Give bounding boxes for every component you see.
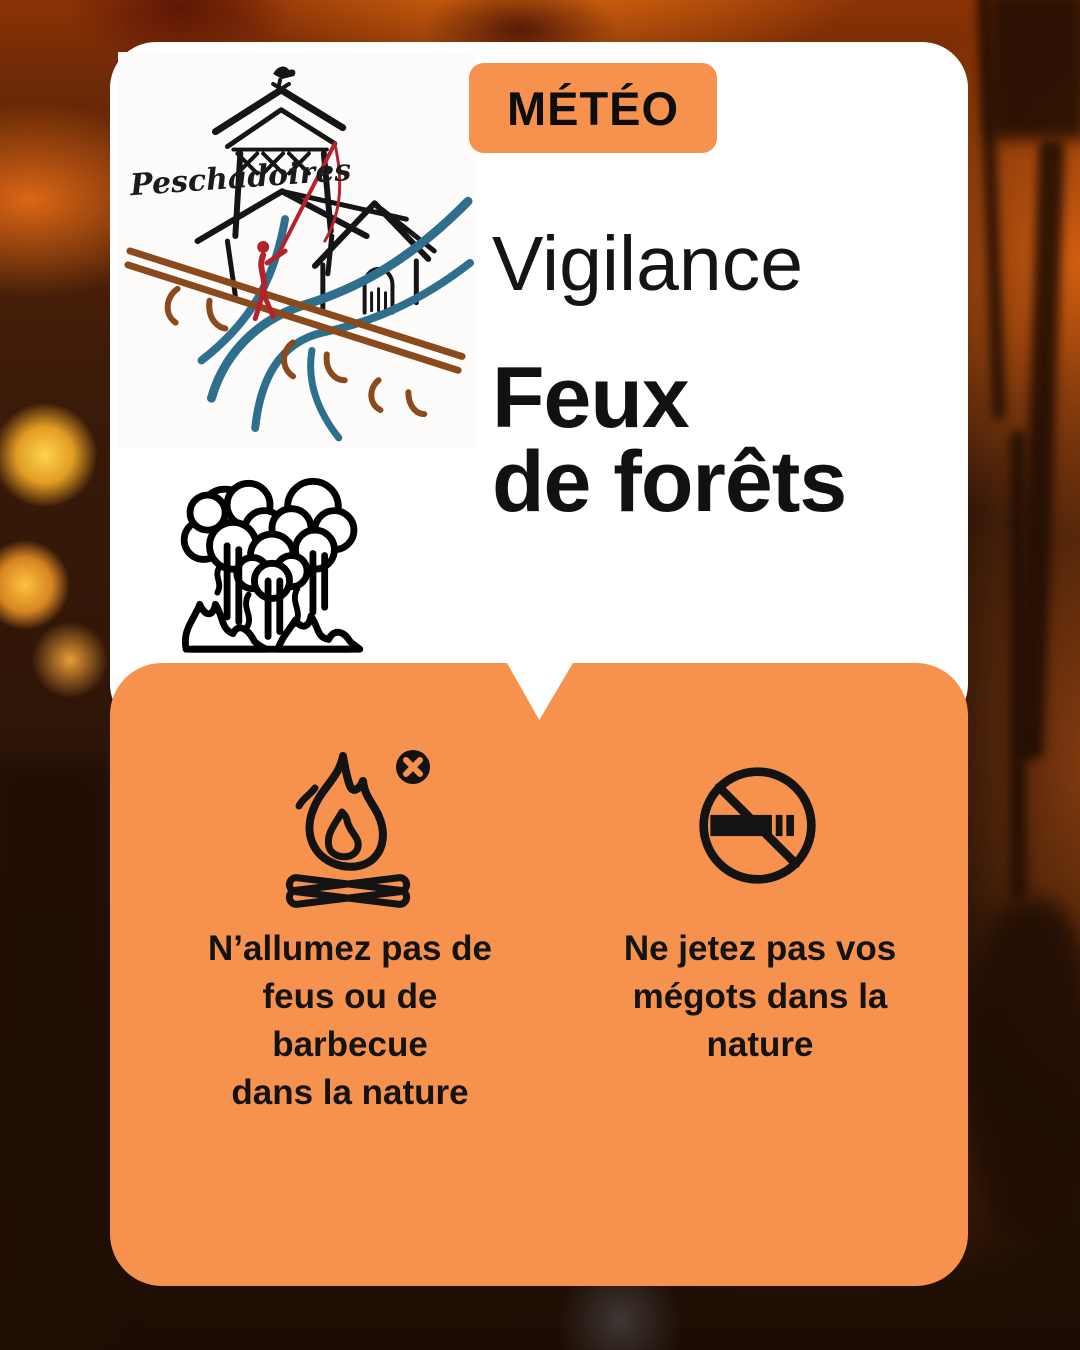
meteo-badge	[469, 63, 717, 153]
warning-line: mégots dans la	[632, 977, 888, 1016]
peschadoires-emblem-drawing	[118, 52, 476, 445]
warning-line: feus ou de	[262, 977, 438, 1016]
meteo-badge-label: MÉTÉO	[506, 81, 680, 135]
branch-silhouette	[988, 0, 1080, 140]
tree-silhouette	[1010, 430, 1026, 900]
warning-line: N’allumez pas de	[208, 929, 492, 968]
title-heading	[492, 350, 847, 530]
logo-wordmark: Peschadoires	[128, 152, 353, 204]
tree-silhouette	[0, 760, 113, 1350]
warning-line: dans la nature	[231, 1073, 469, 1112]
warning-text-cigarette	[570, 925, 950, 1069]
tree-silhouette	[972, 900, 1080, 1240]
warning-text-campfire	[160, 925, 540, 1117]
no-cigarette-icon	[695, 763, 820, 888]
title-line-2: de forêts	[492, 434, 847, 530]
forbidden-x-badge	[396, 750, 430, 784]
forest-fire-icon	[176, 456, 366, 656]
peschadoires-logo	[118, 52, 476, 448]
no-campfire-icon	[285, 748, 435, 923]
title-line-1: Feux	[492, 350, 689, 446]
title-kicker: Vigilance	[492, 221, 804, 307]
warning-line: barbecue	[272, 1025, 428, 1064]
warning-line: Ne jetez pas vos	[623, 929, 897, 968]
warning-line: nature	[706, 1025, 814, 1064]
